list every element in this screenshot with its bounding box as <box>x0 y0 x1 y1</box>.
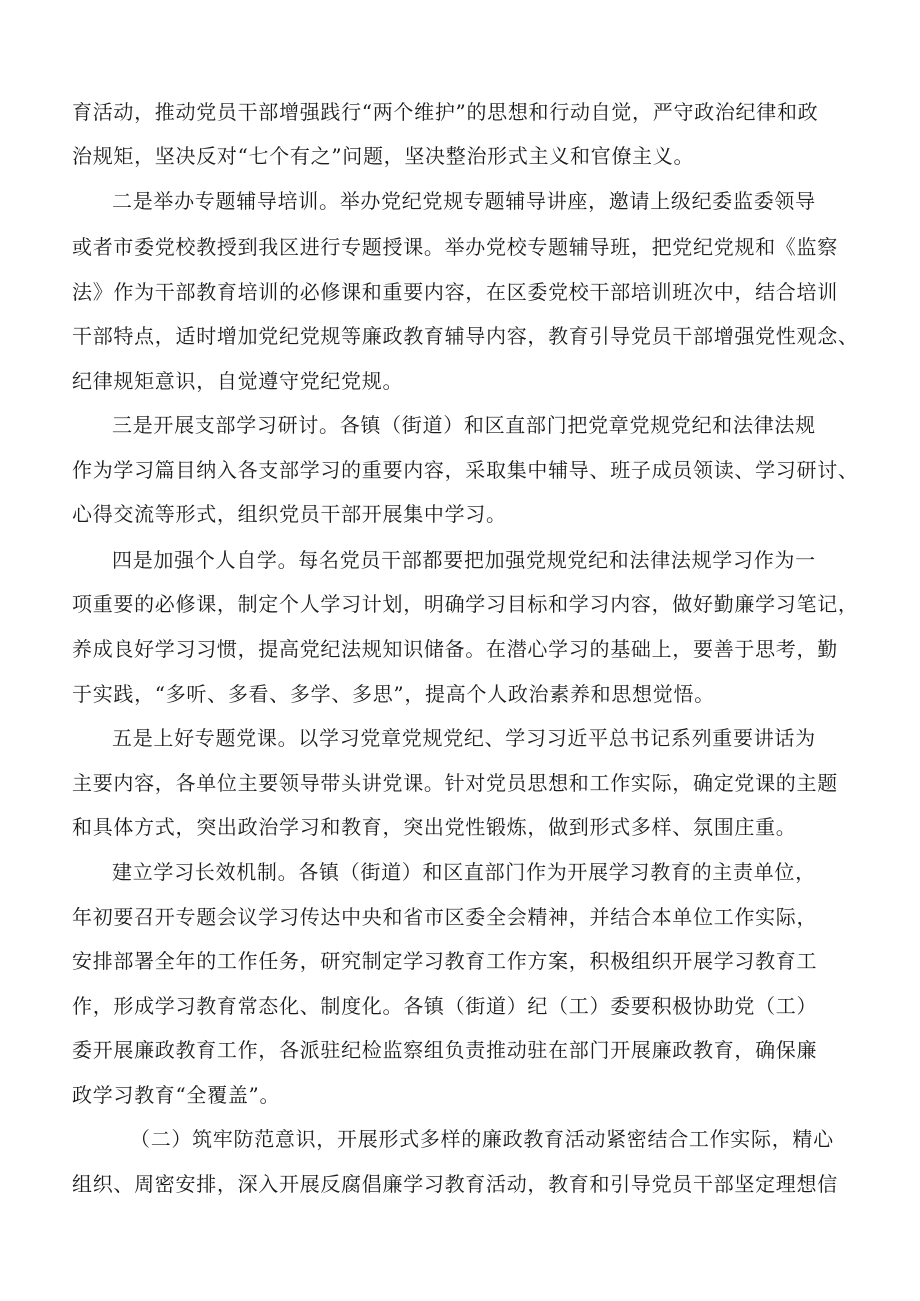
text-line: 作，形成学习教育常态化、制度化。各镇（街道）纪（工）委要积极协助党（工） <box>72 994 818 1018</box>
text-line: 年初要召开专题会议学习传达中央和省市区委全会精神，并结合本单位工作实际， <box>72 905 818 929</box>
paragraph-first-line: 二是举办专题辅导培训。举办党纪党规专题辅导讲座，邀请上级纪委监委领导 <box>112 189 816 213</box>
text-line: 作为学习篇目纳入各支部学习的重要内容，采取集中辅导、班子成员领读、学习研讨、 <box>72 458 859 482</box>
text-line: 于实践，“多听、多看、多学、多思”，提高个人政治素养和思想觉悟。 <box>72 682 715 706</box>
text-line: 心得交流等形式，组织党员干部开展集中学习。 <box>72 502 507 526</box>
text-line: 委开展廉政教育工作，各派驻纪检监察组负责推动驻在部门开展廉政教育，确保廉 <box>72 1038 818 1062</box>
section-heading-line: （二）筑牢防范意识，开展形式多样的廉政教育活动紧密结合工作实际，精心 <box>130 1127 834 1151</box>
text-line: 项重要的必修课，制定个人学习计划，明确学习目标和学习内容，做好勤廉学习笔记， <box>72 592 859 616</box>
text-line: 组织、周密安排，深入开展反腐倡廉学习教育活动，教育和引导党员干部坚定理想信 <box>72 1172 838 1196</box>
paragraph-first-line: 三是开展支部学习研讨。各镇（街道）和区直部门把党章党规党纪和法律法规 <box>112 413 816 437</box>
text-line: 安排部署全年的工作任务，研究制定学习教育工作方案，积极组织开展学习教育工 <box>72 949 818 973</box>
paragraph-first-line: 四是加强个人自学。每名党员干部都要把加强党规党纪和法律法规学习作为一 <box>112 548 816 572</box>
text-line: 和具体方式，突出政治学习和教育，突出党性锻炼，做到形式多样、氛围庄重。 <box>72 815 797 839</box>
text-line: 法》作为干部教育培训的必修课和重要内容，在区委党校干部培训班次中，结合培训 <box>72 280 838 304</box>
text-line: 育活动，推动党员干部增强践行“两个维护”的思想和行动自觉，严守政治纪律和政 <box>72 100 819 124</box>
text-line: 干部特点，适时增加党纪党规等廉政教育辅导内容，教育引导党员干部增强党性观念、 <box>72 324 859 348</box>
text-line: 政学习教育“全覆盖”。 <box>72 1083 281 1107</box>
text-line: 治规矩，坚决反对“七个有之”问题，坚决整治形式主义和官僚主义。 <box>72 144 695 168</box>
text-line: 主要内容，各单位主要领导带头讲党课。针对党员思想和工作实际，确定党课的主题 <box>72 771 838 795</box>
text-line: 养成良好学习习惯，提高党纪法规知识储备。在潜心学习的基础上，要善于思考，勤 <box>72 637 838 661</box>
text-line: 或者市委党校教授到我区进行专题授课。举办党校专题辅导班，把党纪党规和《监察 <box>72 235 838 259</box>
text-line: 纪律规矩意识，自觉遵守党纪党规。 <box>72 369 404 393</box>
paragraph-first-line: 五是上好专题党课。以学习党章党规党纪、学习习近平总书记系列重要讲话为 <box>112 726 816 750</box>
paragraph-first-line: 建立学习长效机制。各镇（街道）和区直部门作为开展学习教育的主责单位， <box>112 860 816 884</box>
